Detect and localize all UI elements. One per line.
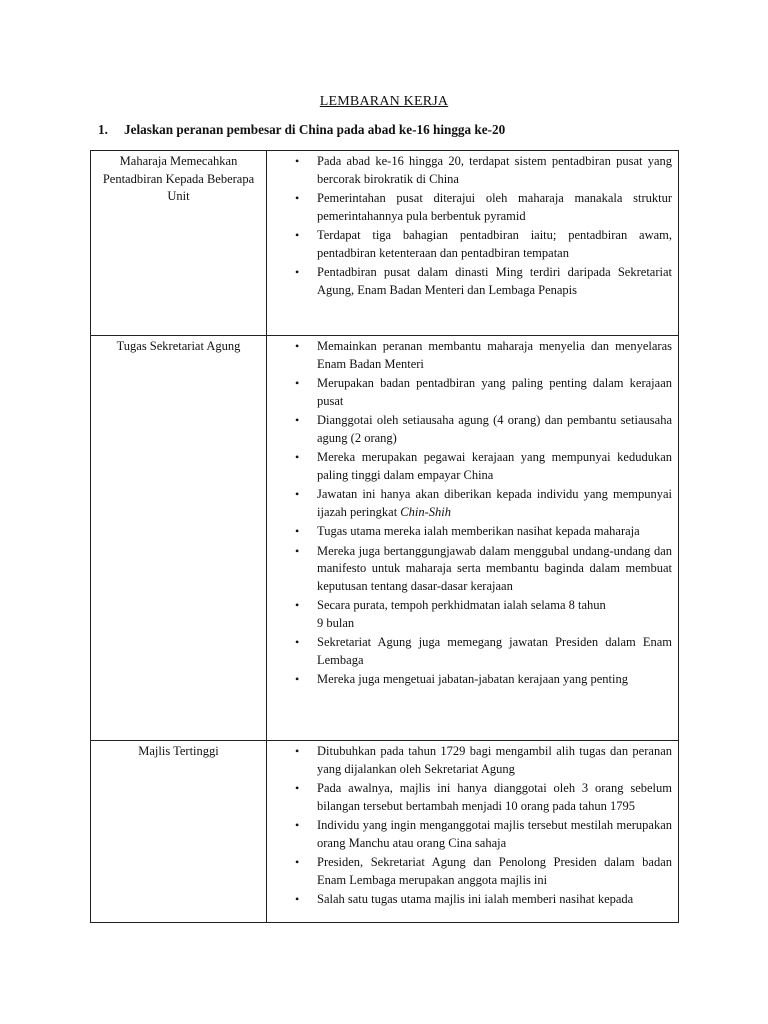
list-item: • Terdapat tiga bahagian pentadbiran iaitu; pentadbiran awam, pentadbiran ketenteraan dan pentadbiran tempatan [317,227,672,262]
list-item: • Pentadbiran pusat dalam dinasti Ming terdiri daripada Sekretariat Agung, Enam Badan Menteri dan Lembaga Penapis [317,264,672,299]
table-row [91,741,679,923]
topic-label: Tugas Sekretariat Agung [116,339,241,353]
list-item: • Salah satu tugas utama majlis ini ialah memberi nasihat kepada [317,891,672,909]
worksheet-table [90,150,679,923]
list-item: • Merupakan badan pentadbiran yang paling penting dalam kerajaan pusat [317,375,672,410]
question-heading [98,122,505,138]
list-item: • Pada awalnya, majlis ini hanya dianggotai oleh 3 orang sebelum bilangan tersebut bertambah menjadi 10 orang pada tahun 1795 [317,780,672,815]
topic-label: Majlis Tertinggi [138,744,219,758]
topic-cell [91,151,267,336]
list-item: • Pada abad ke-16 hingga 20, terdapat sistem pentadbiran pusat yang bercorak birokratik di China [317,153,672,188]
points-cell [267,151,679,336]
list-item: • Ditubuhkan pada tahun 1729 bagi mengambil alih tugas dan peranan yang dijalankan oleh Sekretariat Agung [317,743,672,778]
list-item: • Dianggotai oleh setiausaha agung (4 orang) dan pembantu setiausaha agung (2 orang) [317,412,672,447]
list-item: • Mereka merupakan pegawai kerajaan yang mempunyai kedudukan paling tinggi dalam empayar China [317,449,672,484]
points-clip [267,741,678,922]
list-item [317,486,672,521]
points-list [267,741,678,909]
list-item [317,597,672,632]
question-number: 1. [98,122,108,137]
table-row [91,151,679,336]
list-item: • Mereka juga mengetuai jabatan-jabatan kerajaan yang penting [317,671,672,689]
points-list [267,336,678,689]
list-item: • Pemerintahan pusat diterajui oleh maharaja manakala struktur pemerintahannya pula berbentuk pyramid [317,190,672,225]
points-cell [267,336,679,741]
topic-cell [91,336,267,741]
list-item: • Individu yang ingin menganggotai majlis tersebut mestilah merupakan orang Manchu atau orang Cina sahaja [317,817,672,852]
question-text: Jelaskan peranan pembesar di China pada abad ke-16 hingga ke-20 [124,122,506,137]
points-cell [267,741,679,923]
list-item-text: Jawatan ini hanya akan diberikan kepada individu yang mempunyai ijazah peringkat [317,487,672,519]
topic-label: Maharaja Memecahkan Pentadbiran Kepada Beberapa Unit [102,154,255,203]
list-item: • Memainkan peranan membantu maharaja menyelia dan menyelaras Enam Badan Menteri [317,338,672,373]
list-item: • Tugas utama mereka ialah memberikan nasihat kepada maharaja [317,523,672,541]
list-item: • Mereka juga bertanggungjawab dalam menggubal undang-undang dan manifesto untuk maharaja serta membantu baginda dalam membuat keputusan tentang dasar-dasar kerajaan [317,543,672,596]
list-item: • Sekretariat Agung juga memegang jawatan Presiden dalam Enam Lembaga [317,634,672,669]
table-row [91,336,679,741]
points-list [267,151,678,299]
list-item-text: 9 bulan [317,615,355,630]
list-item: • Presiden, Sekretariat Agung dan Penolong Presiden dalam badan Enam Lembaga merupakan anggota majlis ini [317,854,672,889]
list-item-text: Secara purata, tempoh perkhidmatan ialah selama 8 tahun [317,598,606,612]
italic-term: Chin-Shih [400,504,451,519]
topic-cell [91,741,267,923]
page-title: LEMBARAN KERJA [319,94,449,109]
